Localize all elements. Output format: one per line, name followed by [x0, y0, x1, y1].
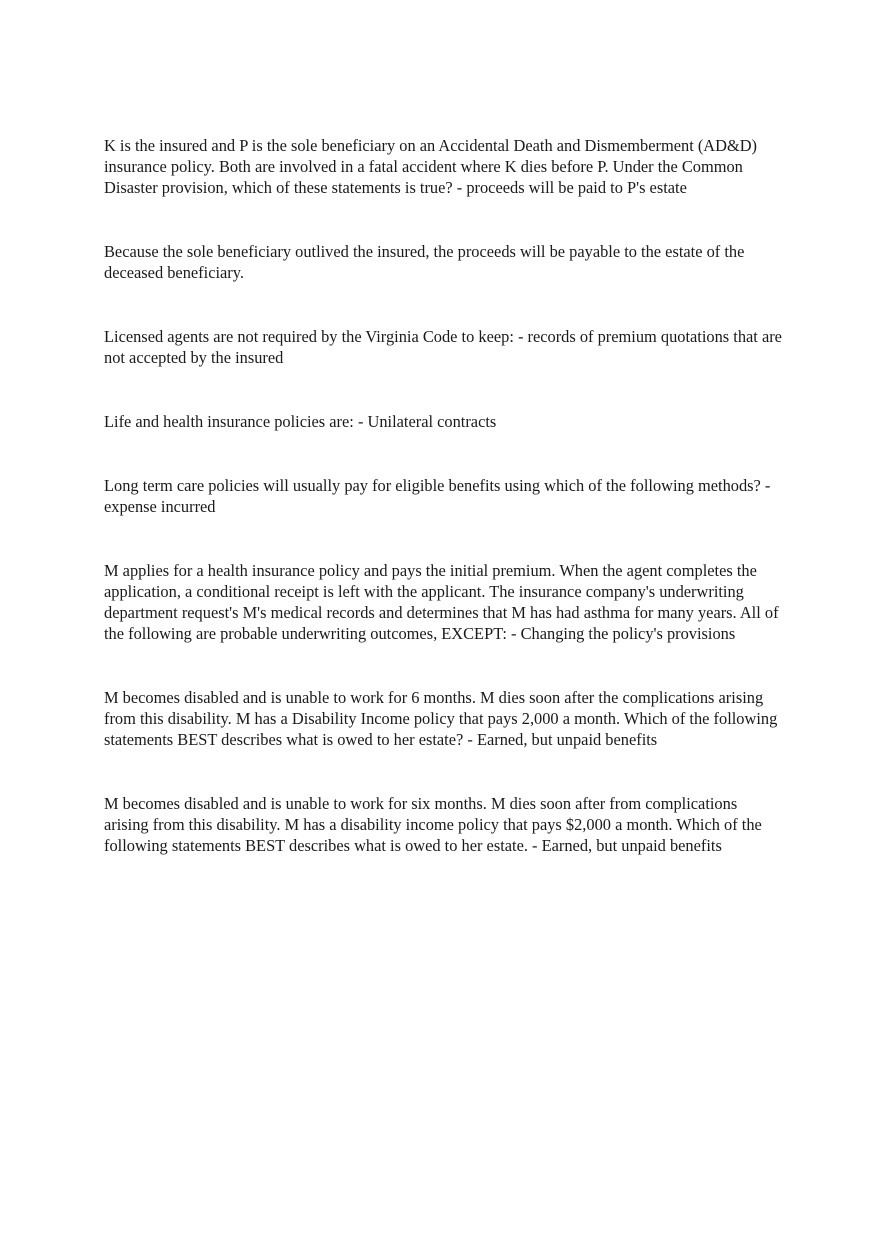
paragraph-disability-income-2: M becomes disabled and is unable to work for six months. M dies soon after from complications arising from this disability. M has a disability income policy that pays $2,000 a month. Which of the following statements BEST describes what is owed to her estate. - Earned, but unpaid benefits — [104, 794, 762, 855]
paragraph-common-disaster: K is the insured and P is the sole beneficiary on an Accidental Death and Dismemberment (AD&D) insurance policy. Both are involved in a fatal accident where K dies before P. Under the Common Disaster provision, which of these statements is true? - proceeds will be paid to P's estate — [104, 136, 758, 197]
paragraph-long-term-care: Long term care policies will usually pay for eligible benefits using which of the following methods? - expense incurred — [104, 476, 771, 516]
paragraph-beneficiary-outlived: Because the sole beneficiary outlived the insured, the proceeds will be payable to the estate of the deceased beneficiary. — [104, 242, 745, 282]
paragraph-disability-income-1: M becomes disabled and is unable to work for 6 months. M dies soon after the complications arising from this disability. M has a Disability Income policy that pays 2,000 a month. Which of the following statements BEST describes what is owed to her estate? - Earned, but unpaid benefits — [104, 688, 778, 749]
paragraph-unilateral-contracts: Life and health insurance policies are: - Unilateral contracts — [104, 412, 497, 431]
document-body — [104, 135, 784, 899]
paragraph-licensed-agents: Licensed agents are not required by the Virginia Code to keep: - records of premium quotations that are not accepted by the insured — [104, 327, 782, 367]
paragraph-underwriting-outcomes: M applies for a health insurance policy and pays the initial premium. When the agent completes the application, a conditional receipt is left with the applicant. The insurance company's underwriting department request's M's medical records and determines that M has had asthma for many years. All of the following are probable underwriting outcomes, EXCEPT: - Changing the policy's provisions — [104, 561, 779, 643]
